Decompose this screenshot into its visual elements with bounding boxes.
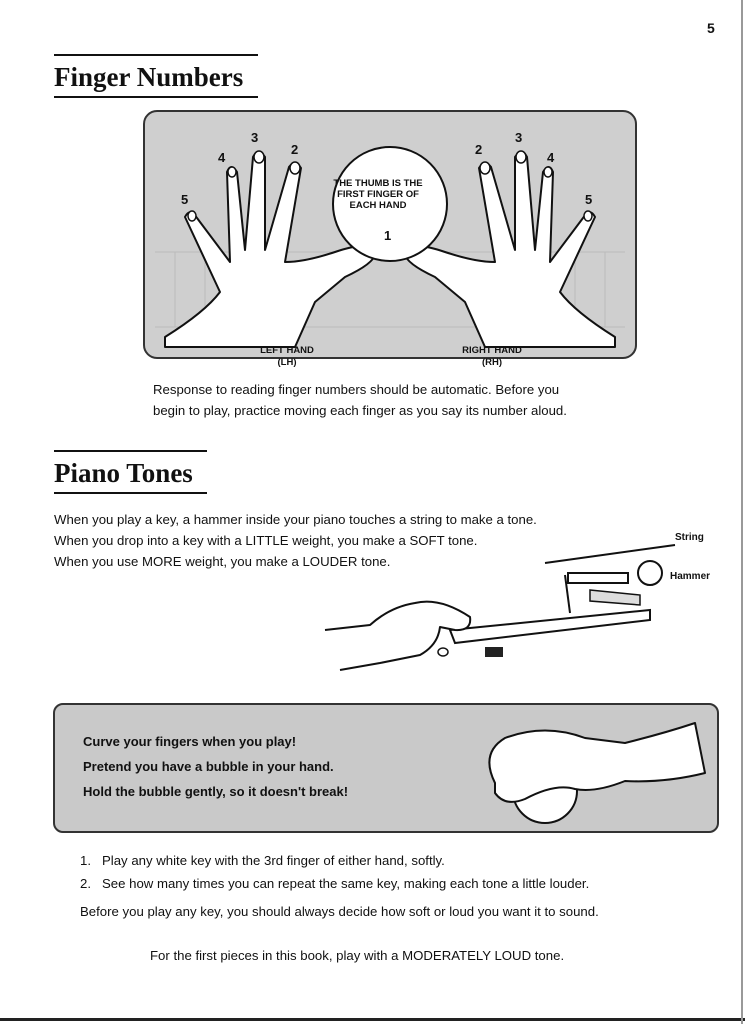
bottom-rule	[0, 1018, 745, 1021]
step-text: Play any white key with the 3rd finger of either hand, softly.	[102, 853, 445, 868]
finger-numbers-heading: Finger Numbers	[54, 54, 258, 98]
piano-action-drawing	[320, 535, 680, 675]
thumb-bubble-text: THE THUMB IS THE FIRST FINGER OF EACH HAND	[333, 178, 423, 211]
step-item	[80, 872, 589, 895]
tones-line-1: When you play a key, a hammer inside your piano touches a string to make a tone.	[54, 512, 537, 527]
right-finger-5: 5	[585, 192, 593, 207]
page-number: 5	[707, 20, 715, 36]
step-item	[80, 849, 589, 872]
right-hand-name: RIGHT HAND	[462, 345, 522, 356]
left-hand-name: LEFT HAND	[260, 345, 314, 356]
right-finger-4: 4	[547, 150, 555, 165]
right-finger-3: 3	[515, 130, 523, 145]
finger-numbers-caption	[153, 379, 653, 421]
caption-line-2: begin to play, practice moving each finger as you say its number aloud.	[153, 403, 567, 418]
tones-line-2: When you drop into a key with a LITTLE weight, you make a SOFT tone.	[54, 533, 478, 548]
tones-line-3: When you use MORE weight, you make a LOUDER tone.	[54, 554, 391, 569]
tip-line-1: Curve your fingers when you play!	[83, 734, 297, 749]
left-hand-label	[247, 345, 327, 369]
finger-numbers-illustration	[143, 110, 637, 359]
left-finger-3: 3	[251, 130, 259, 145]
right-hand-abbr: (RH)	[481, 357, 503, 368]
page-edge	[741, 0, 743, 1024]
left-finger-2: 2	[291, 142, 299, 157]
hands-drawing	[145, 112, 635, 357]
tip-line-3: Hold the bubble gently, so it doesn't break!	[83, 784, 349, 799]
step-number: 1.	[80, 853, 91, 868]
left-finger-5: 5	[181, 192, 189, 207]
thumb-number: 1	[384, 228, 392, 243]
caption-line-1: Response to reading finger numbers should be automatic. Before you	[153, 382, 560, 397]
left-finger-4: 4	[218, 150, 226, 165]
right-hand-label	[452, 345, 532, 369]
step-number: 2.	[80, 876, 91, 891]
decide-volume-text: Before you play any key, you should always decide how soft or loud you want it to sound.	[80, 904, 599, 919]
tip-text	[83, 729, 348, 804]
piano-tones-heading: Piano Tones	[54, 450, 207, 494]
hammer-label: Hammer	[670, 571, 711, 582]
steps-list	[80, 849, 589, 895]
bubble-hand-drawing	[465, 713, 715, 828]
string-label: String	[675, 532, 704, 543]
step-text: See how many times you can repeat the same key, making each tone a little louder.	[102, 876, 590, 891]
tip-line-2: Pretend you have a bubble in your hand.	[83, 759, 334, 774]
right-finger-2: 2	[475, 142, 483, 157]
bubble-tip-box	[53, 703, 719, 833]
left-hand-abbr: (LH)	[277, 357, 297, 368]
moderately-loud-text: For the first pieces in this book, play with a MODERATELY LOUD tone.	[150, 948, 565, 963]
